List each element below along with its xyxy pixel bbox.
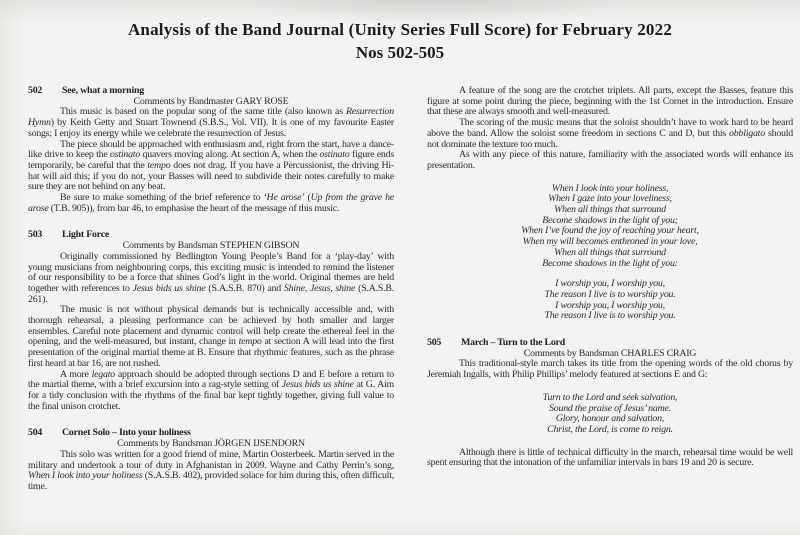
section-title: March – Turn to the Lord bbox=[461, 337, 565, 349]
verse-line: The reason I live is to worship you. bbox=[544, 288, 676, 300]
paragraph: This solo was written for a good friend of mine, Martin Oosterbeek. Martin served in the military and undertook a tour of duty in Afghanistan in 2009. Wayne and Cathy Perrin’s song, When I look into your holiness (S.A.S.B. 402), provided solace for him during this, often difficult, time. bbox=[28, 448, 394, 492]
verse-line: When all things that surround bbox=[554, 246, 666, 258]
paragraph: This traditional-style march takes its title from the opening words of the old chorus by Jeremiah Ingalls, with Philip Phillips’ melody featured at sections E and G: bbox=[427, 358, 793, 381]
section-505 bbox=[427, 338, 793, 469]
section-byline: Comments by Bandmaster GARY ROSE bbox=[133, 95, 289, 107]
section-number: 505 bbox=[427, 337, 442, 349]
section-number: 504 bbox=[28, 427, 43, 439]
section-title: Cornet Solo – Into your holiness bbox=[62, 427, 191, 439]
two-column-body bbox=[28, 86, 793, 493]
paragraph: Although there is little of technical difficulty in the march, rehearsal time would be well spent ensuring that the intonation of the unfamiliar intervals in bars 19 and 20 is secure. bbox=[427, 446, 793, 469]
section-number: 502 bbox=[28, 85, 43, 96]
paragraph: A more legato approach should be adopted through sections D and E before a return to the martial theme, with a brief excursion into a rag-style setting of Jesus bids us shine at G. Aim for a tidy conclusion with the rhythms of the final bar kept tightly together, giving full value to the final unison crotchet. bbox=[28, 368, 394, 412]
paragraph: The scoring of the music means that the soloist shouldn’t have to work hard to be heard above the band. Allow the soloist some freedom in sections C and D, but this obbligato should not dominate the texture too much. bbox=[427, 117, 794, 150]
verse-line: Become shadows in the light of you; bbox=[542, 214, 678, 226]
song-verse-505 bbox=[427, 393, 793, 436]
verse-stanza bbox=[427, 184, 793, 270]
paragraph: The piece should be approached with enthusiasm and, right from the start, have a dance-like drive to keep the ostinato quavers moving along. At section A, when the ostinato figure ends temporarily, be careful that the tempo does not drag. If you have a Percussionist, the driving Hi-hat will aid this; if you do not, your Basses will need to subdivide their notes carefully to make sure they are not behind on any beat. bbox=[28, 138, 395, 193]
document-title bbox=[0, 20, 800, 63]
section-title: Light Force bbox=[62, 229, 110, 241]
verse-line: When I look into your holiness, bbox=[551, 182, 669, 194]
verse-line: Christ, the Lord, is come to reign. bbox=[547, 423, 673, 435]
verse-line: I worship you, I worship you, bbox=[555, 278, 665, 290]
section-504 bbox=[28, 428, 394, 492]
section-byline: Comments by Bandsman CHARLES CRAIG bbox=[523, 347, 697, 359]
paragraph: This music is based on the popular song of the same title (also known as Resurrection Hymn) by Keith Getty and Stuart Townend (S.B.S., Vol. VII). It is one of my favourite Easter songs; I enjoy its energy while we celebrate the resurrection of Jesus. bbox=[28, 106, 394, 139]
paragraph: Be sure to make something of the brief reference to ‘He arose’ (Up from the grave he arose (T.B. 905)), from bar 46, to emphasise the heart of the message of this music. bbox=[28, 192, 394, 214]
verse-line: Sound the praise of Jesus’ name. bbox=[549, 402, 671, 414]
verse-line: When all things that surround bbox=[554, 204, 666, 216]
verse-line: Turn to the Lord and seek salvation, bbox=[542, 391, 678, 403]
verse-line: When I’ve found the joy of reaching your heart, bbox=[521, 225, 699, 237]
paragraph: The music is not without physical demands but is technically accessible and, with thorough rehearsal, a pleasing performance can be achieved by both smaller and larger ensembles. Careful note placement and dynamic control will help create the ethereal feel in the opening, and the well-measured, but instant, change in tempo at section A will lead into the first presentation of the original martial theme at B. Ensure that rhythmic features, such as the phrase first heard at bar 16, are not rushed. bbox=[28, 304, 394, 369]
song-verse-504 bbox=[427, 184, 793, 322]
paragraph: A feature of the song are the crotchet triplets. All parts, except the Basses, feature this figure at some point during the piece, beginning with the 1st Cornet in the introduction. Ensure that these are always smooth and well-measured. bbox=[427, 85, 793, 118]
verse-line: When my will becomes enthroned in your love, bbox=[522, 236, 698, 248]
verse-stanza bbox=[427, 393, 793, 436]
left-column bbox=[28, 86, 394, 493]
verse-line: The reason I live is to worship you. bbox=[544, 310, 676, 322]
document-title-line2: Nos 502-505 bbox=[355, 43, 445, 62]
verse-line: Become shadows in the light of you: bbox=[542, 257, 678, 269]
verse-stanza bbox=[427, 279, 793, 322]
paragraph: As with any piece of this nature, familiarity with the associated words will enhance its presentation. bbox=[427, 149, 793, 171]
section-title: See, what a morning bbox=[62, 85, 144, 96]
section-503 bbox=[28, 230, 394, 412]
verse-line: Glory, honour and salvation, bbox=[555, 413, 665, 425]
right-column bbox=[427, 86, 793, 493]
section-504-continued bbox=[427, 86, 793, 322]
section-number: 503 bbox=[28, 229, 43, 241]
section-byline: Comments by Bandsman STEPHEN GIBSON bbox=[122, 240, 300, 252]
document-title-line1: Analysis of the Band Journal (Unity Series Full Score) for February 2022 bbox=[127, 20, 673, 39]
section-502 bbox=[28, 86, 394, 214]
paragraph: Originally commissioned by Bedlington Young People’s Band for a ‘play-day’ with young musicians from neighbouring corps, this exciting music is intended to remind the listener of our responsibility to be a force that shines God’s light in the world. Original themes are held together with references to Jesus bids us shine (S.A.S.B. 870) and Shine, Jesus, shine (S.A.S.B. 261). bbox=[28, 250, 395, 305]
section-byline: Comments by Bandsman JÖRGEN IJSENDORN bbox=[117, 438, 305, 450]
verse-line: When I gaze into your loveliness, bbox=[548, 193, 672, 205]
verse-line: I worship you, I worship you, bbox=[555, 299, 665, 311]
